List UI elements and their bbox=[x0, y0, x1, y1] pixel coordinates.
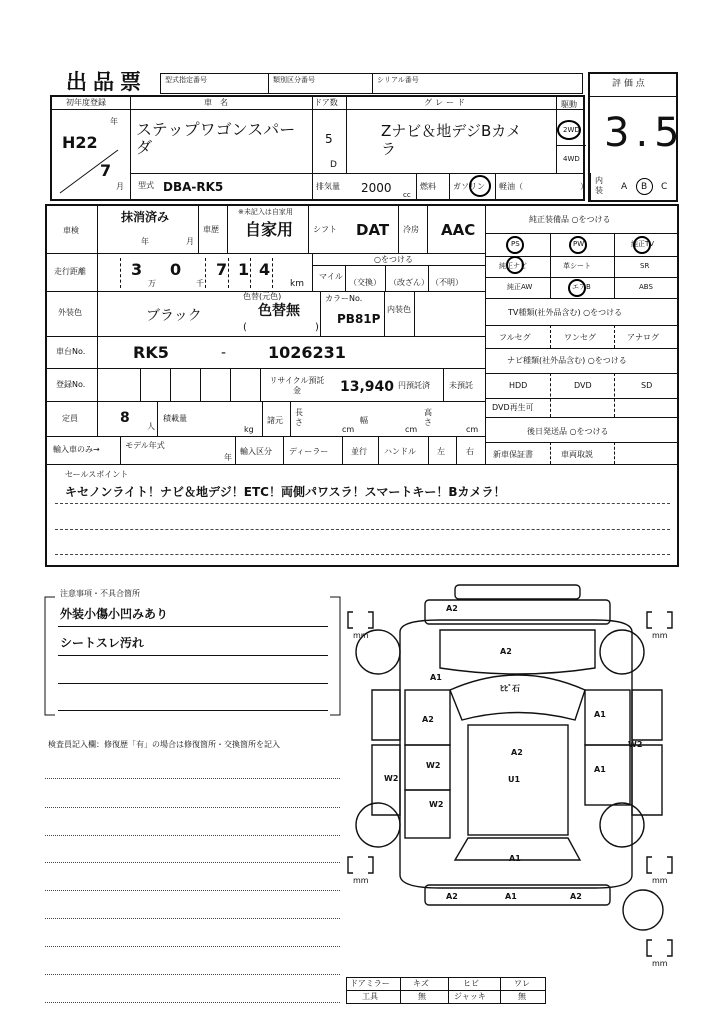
note-item-2: シートスレ汚れ bbox=[60, 636, 144, 650]
mark-hood: A2 bbox=[500, 647, 512, 656]
displacement: 2000 bbox=[361, 181, 392, 195]
mark-front-bumper: A2 bbox=[446, 604, 458, 613]
tv-title: TV種類(社外品含む) ○をつける bbox=[508, 308, 623, 317]
interior-label: 内装 bbox=[595, 176, 603, 195]
later-warranty: 新車保証書 bbox=[493, 450, 533, 459]
equip-sr: SR bbox=[640, 262, 650, 270]
equipment-title: 純正装備品 ○をつける bbox=[529, 215, 611, 224]
note-item-1: 外装小傷小凹みあり bbox=[60, 607, 169, 621]
mileage-sen: 千 bbox=[196, 279, 204, 288]
mileage-exchanged: （交換） bbox=[349, 278, 381, 287]
mark-rear-right-b: A2 bbox=[570, 892, 582, 901]
mark-roof-u: U1 bbox=[508, 775, 521, 784]
mm-spare: mm bbox=[652, 959, 668, 968]
form-title: 出品票 bbox=[66, 70, 147, 94]
equip-pw: PW bbox=[573, 240, 585, 248]
mm-rear-left: mm bbox=[353, 876, 369, 885]
mark-windshield: ﾋﾋﾞ石 bbox=[500, 684, 520, 693]
door-count: 5 bbox=[325, 132, 333, 146]
interior-grade-a: A bbox=[621, 182, 628, 192]
fuel-gasoline: ガソリン bbox=[453, 182, 485, 191]
first-reg-label: 初年度登録 bbox=[66, 98, 106, 107]
equip-navi: 純正ナビ bbox=[499, 262, 527, 270]
navi-dvd-play: DVD再生可 bbox=[492, 403, 534, 412]
import-year-unit: 年 bbox=[224, 453, 232, 462]
mm-front-right: mm bbox=[652, 631, 668, 640]
legend-break: ワレ bbox=[514, 979, 530, 988]
equip-aw: 純正AW bbox=[507, 283, 533, 291]
chassis-dash: - bbox=[221, 345, 227, 361]
mark-right-door: W2 bbox=[628, 740, 643, 749]
import-parallel: 並行 bbox=[351, 447, 367, 456]
car-name-label: 車 名 bbox=[204, 98, 228, 107]
dims-length: 長さ bbox=[295, 408, 303, 427]
mileage-digit-2: 0 bbox=[170, 260, 182, 279]
mileage-mile: マイル bbox=[319, 272, 343, 281]
import-handle: ハンドル bbox=[384, 447, 416, 456]
navi-hdd: HDD bbox=[509, 381, 528, 390]
dims-label: 諸元 bbox=[267, 416, 283, 425]
type-no-label: 型式指定番号 bbox=[165, 76, 207, 84]
mark-left-door: W2 bbox=[426, 761, 441, 770]
equip-airbag: エアB bbox=[572, 283, 591, 291]
legend-tools: 工具 bbox=[362, 992, 378, 1001]
grade-label: グレード bbox=[424, 98, 468, 107]
color-no: PB81P bbox=[337, 312, 381, 326]
ac-value: AAC bbox=[441, 221, 476, 239]
legend-mirror: ドアミラー bbox=[350, 979, 390, 988]
dims-height: 高さ bbox=[424, 408, 432, 427]
class-no-label: 類別区分番号 bbox=[273, 76, 315, 84]
tv-oneseg: ワンセグ bbox=[564, 333, 596, 342]
mark-front-left: A1 bbox=[430, 673, 442, 682]
drive-2wd: 2WD bbox=[563, 126, 580, 134]
legend-jack-value: 無 bbox=[518, 992, 526, 1001]
recycle-unit: 円預託済 bbox=[398, 381, 430, 390]
shift-label: シフト bbox=[313, 225, 337, 234]
equip-abs: ABS bbox=[639, 283, 653, 291]
color-no-label: カラーNo. bbox=[325, 294, 363, 303]
color-label: 外装色 bbox=[58, 308, 82, 317]
tv-fullseg: フルセグ bbox=[499, 333, 531, 342]
import-right: 右 bbox=[466, 447, 474, 456]
later-manual: 車両取説 bbox=[561, 450, 593, 459]
cc-unit: cc bbox=[403, 191, 411, 199]
car-name: ステップワゴンスパーダ bbox=[136, 120, 296, 157]
mark-rear-bumper: A1 bbox=[505, 892, 517, 901]
inspection-year-unit: 年 bbox=[141, 237, 149, 246]
capacity-unit: 人 bbox=[147, 422, 155, 431]
later-title: 後日発送品 ○をつける bbox=[527, 427, 609, 436]
mileage-digit-3: 7 bbox=[216, 260, 228, 279]
equip-leather: 革シート bbox=[563, 262, 591, 270]
mark-left-fender: A2 bbox=[422, 715, 434, 724]
reg-year: H22 bbox=[62, 133, 98, 152]
mark-tailgate: A1 bbox=[509, 854, 521, 863]
color-change: 色替無 bbox=[258, 303, 300, 319]
dims-height-cm: cm bbox=[466, 425, 479, 434]
mark-right-rear: A1 bbox=[594, 765, 606, 774]
registration-label: 登録No. bbox=[56, 380, 86, 389]
equip-tv: 純正TV bbox=[631, 240, 655, 248]
color-change-label: 色替(元色) bbox=[243, 292, 282, 301]
mileage-unknown: （不明） bbox=[431, 278, 463, 287]
recycle-unpaid: 未預託 bbox=[449, 381, 473, 390]
import-label: 輸入車のみ→ bbox=[53, 445, 100, 454]
import-left: 左 bbox=[437, 447, 445, 456]
chassis-number: 1026231 bbox=[268, 343, 346, 362]
history-label: 車歴 bbox=[203, 225, 219, 234]
recycle-amount: 13,940 bbox=[340, 379, 395, 395]
mark-rear-left-b: A2 bbox=[446, 892, 458, 901]
door-d: D bbox=[330, 160, 337, 170]
capacity-label: 定員 bbox=[62, 414, 78, 423]
interior-grade-b: B bbox=[641, 182, 648, 192]
mark-right-fender: A1 bbox=[594, 710, 606, 719]
legend-jack: ジャッキ bbox=[454, 992, 486, 1001]
score-label: 評 価 点 bbox=[612, 79, 645, 89]
serial-no-label: シリアル番号 bbox=[377, 76, 419, 84]
legend-tools-value: 無 bbox=[418, 992, 426, 1001]
chassis-prefix: RK5 bbox=[133, 343, 169, 362]
model-label: 型式 bbox=[138, 181, 154, 190]
mark-note: ○をつける bbox=[374, 255, 413, 264]
model-code: DBA-RK5 bbox=[163, 180, 224, 194]
mileage-modified: （改ざん） bbox=[389, 278, 429, 287]
dims-length-cm: cm bbox=[342, 425, 355, 434]
mark-left-slide: W2 bbox=[384, 774, 399, 783]
inspector-label: 検査員記入欄：修復歴「有」の場合は修復箇所・交換箇所を記入 bbox=[48, 740, 280, 749]
navi-sd: SD bbox=[641, 381, 653, 390]
import-dealer: ディーラー bbox=[289, 447, 329, 456]
inspection-label: 車検 bbox=[63, 226, 79, 235]
tv-analog: アナログ bbox=[627, 333, 659, 342]
mileage-man: 万 bbox=[148, 279, 156, 288]
month-unit: 月 bbox=[116, 182, 124, 191]
year-unit: 年 bbox=[110, 117, 118, 126]
load-kg: kg bbox=[244, 425, 254, 434]
mark-left-side: W2 bbox=[429, 800, 444, 809]
mm-front-left: mm bbox=[353, 631, 369, 640]
history-note: ※未記入は自家用 bbox=[238, 208, 293, 216]
equip-ps: PS bbox=[511, 240, 520, 248]
mm-rear-right: mm bbox=[652, 876, 668, 885]
grade-value: Zナビ＆地デジBカメラ bbox=[381, 122, 522, 158]
legend-scratch: キズ bbox=[413, 979, 429, 988]
mark-roof: A2 bbox=[511, 748, 523, 757]
dims-width: 幅 bbox=[360, 416, 368, 425]
reg-month: 7 bbox=[100, 161, 112, 180]
drive-label: 駆動 bbox=[561, 100, 577, 109]
sales-text: キセノンライト！ナビ＆地デジ！ETC！両側パワスラ！スマートキー！Bカメラ！ bbox=[65, 485, 506, 499]
mileage-digit-1: 3 bbox=[131, 260, 143, 279]
mileage-digit-5: 4 bbox=[259, 260, 271, 279]
mileage-km: km bbox=[290, 279, 304, 289]
notes-label: 注意事項・不具合箇所 bbox=[60, 589, 140, 598]
navi-dvd: DVD bbox=[574, 381, 592, 390]
import-class: 輸入区分 bbox=[240, 447, 272, 456]
interior-grade-c: C bbox=[661, 182, 668, 192]
sales-label: セールスポイント bbox=[65, 470, 129, 479]
inspection-value: 抹消済み bbox=[121, 210, 170, 224]
fuel-diesel: 軽油（ bbox=[499, 182, 523, 191]
dims-width-cm: cm bbox=[405, 425, 418, 434]
navi-title: ナビ種類(社外品含む) ○をつける bbox=[507, 356, 627, 365]
history-value: 自家用 bbox=[245, 220, 294, 239]
drive-4wd: 4WD bbox=[563, 155, 580, 163]
fuel-label: 燃料 bbox=[420, 182, 436, 191]
load-label: 積載量 bbox=[163, 414, 187, 423]
inspection-month-unit: 月 bbox=[186, 237, 194, 246]
score-value: 3.5 bbox=[604, 110, 686, 156]
recycle-label: リサイクル預託金 bbox=[269, 376, 325, 395]
mileage-digit-4: 1 bbox=[238, 260, 250, 279]
import-model-year: モデル年式 bbox=[125, 441, 165, 450]
doors-label: ドア数 bbox=[314, 98, 338, 107]
capacity-value: 8 bbox=[120, 410, 130, 426]
displacement-label: 排気量 bbox=[316, 182, 340, 191]
chassis-label: 車台No. bbox=[56, 347, 86, 356]
ac-label: 冷房 bbox=[403, 225, 419, 234]
interior-color-label: 内装色 bbox=[387, 305, 411, 314]
shift-value: DAT bbox=[356, 221, 390, 239]
mileage-label: 走行距離 bbox=[54, 267, 86, 276]
color-value: ブラック bbox=[146, 308, 202, 324]
legend-crack: ヒビ bbox=[463, 979, 479, 988]
